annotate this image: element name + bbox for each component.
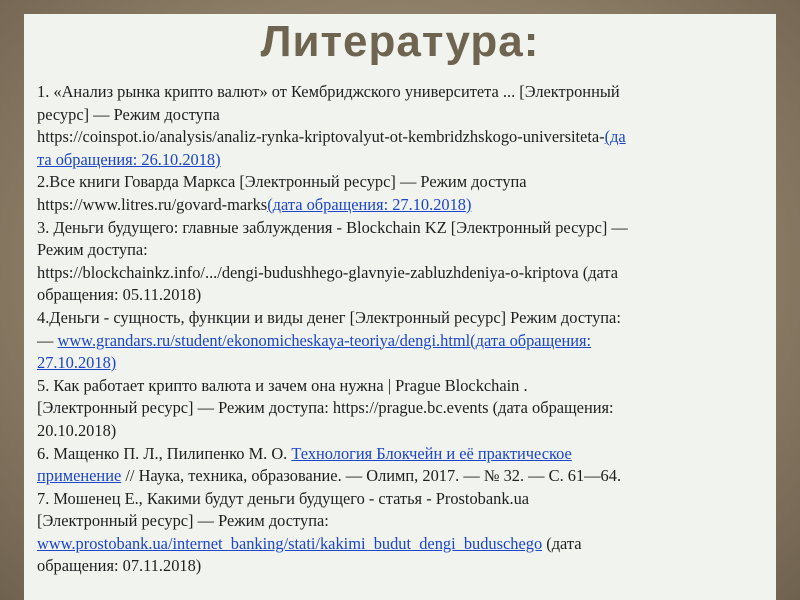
page-title: Литература:: [260, 17, 540, 66]
reference-4-line-3: [37, 352, 762, 375]
reference-2-date-link[interactable]: (дата обращения: 27.10.2018): [267, 194, 472, 214]
reference-6-title-link-cont[interactable]: применение: [37, 466, 122, 486]
reference-1-line-1: 1. «Анализ рынка крипто валют» от Кембриджского университета ... [Электронный: [37, 82, 620, 101]
reference-7-line-1: 7. Мошенец Е., Какими будут деньги будущего - статья - Prostobank.ua: [37, 488, 530, 508]
reference-7-date-label: (дата: [542, 533, 582, 553]
reference-2-line-2: [37, 194, 762, 217]
reference-5-line-3: 20.10.2018): [37, 420, 117, 440]
reference-7-line-2: [Электронный ресурс] — Режим доступа:: [37, 511, 329, 531]
reference-4-line-2: [37, 330, 762, 353]
reference-6-line-1: [37, 443, 762, 466]
reference-2-url: https://www.litres.ru/govard-marks: [37, 194, 268, 214]
reference-1-line-4: [37, 149, 762, 172]
reference-7-line-3: [37, 533, 762, 556]
reference-3-line-1: 3. Деньги будущего: главные заблуждения - Blockchain KZ [Электронный ресурс] —: [37, 217, 628, 237]
reference-1-url: https://coinspot.io/analysis/analiz-rynka-kriptovalyut-ot-kembridzhskogo-universiteta-: [37, 127, 605, 147]
reference-7-link[interactable]: www.prostobank.ua/internet_banking/stati/kakimi_budut_dengi_buduschego: [37, 533, 543, 553]
reference-3-line-2: Режим доступа:: [37, 240, 148, 260]
reference-3-line-3: https://blockchainkz.info/.../dengi-budushhego-glavnyie-zabluzhdeniya-o-kriptova (дата: [37, 262, 619, 282]
reference-5-line-2: [Электронный ресурс] — Режим доступа: https://prague.bc.events (дата обращения:: [37, 398, 614, 418]
reference-4-link-cont[interactable]: 27.10.2018): [37, 353, 117, 373]
reference-1-date-link[interactable]: (да: [604, 127, 626, 147]
reference-6-title-link[interactable]: Технология Блокчейн и её практическое: [291, 443, 572, 463]
reference-6-line-2: [37, 465, 762, 488]
reference-4-line-1: 4.Деньги - сущность, функции и виды денег [Электронный ресурс] Режим доступа:: [37, 307, 621, 327]
reference-4-dash: —: [37, 330, 58, 350]
reference-4-link[interactable]: www.grandars.ru/student/ekonomicheskaya-teoriya/dengi.html(дата обращения:: [57, 330, 592, 350]
reference-5-line-1: 5. Как работает крипто валюта и зачем она нужна | Prague Blockchain .: [37, 375, 528, 395]
reference-3-line-4: обращения: 05.11.2018): [37, 285, 202, 305]
reference-1-line-2: ресурс] — Режим доступа: [37, 104, 220, 124]
reference-6-authors: 6. Мащенко П. Л., Пилипенко М. О.: [37, 443, 292, 463]
reference-2-line-1: 2.Все книги Говарда Маркса [Электронный ресурс] — Режим доступа: [37, 172, 527, 192]
reference-1-date-link-cont[interactable]: та обращения: 26.10.2018): [37, 149, 221, 169]
references-list: [37, 81, 762, 578]
reference-7-line-4: обращения: 07.11.2018): [37, 556, 202, 576]
reference-1-line-3: [37, 126, 762, 149]
reference-6-source: // Наука, техника, образование. — Олимп, 2017. — № 32. — С. 61—64.: [121, 466, 622, 486]
